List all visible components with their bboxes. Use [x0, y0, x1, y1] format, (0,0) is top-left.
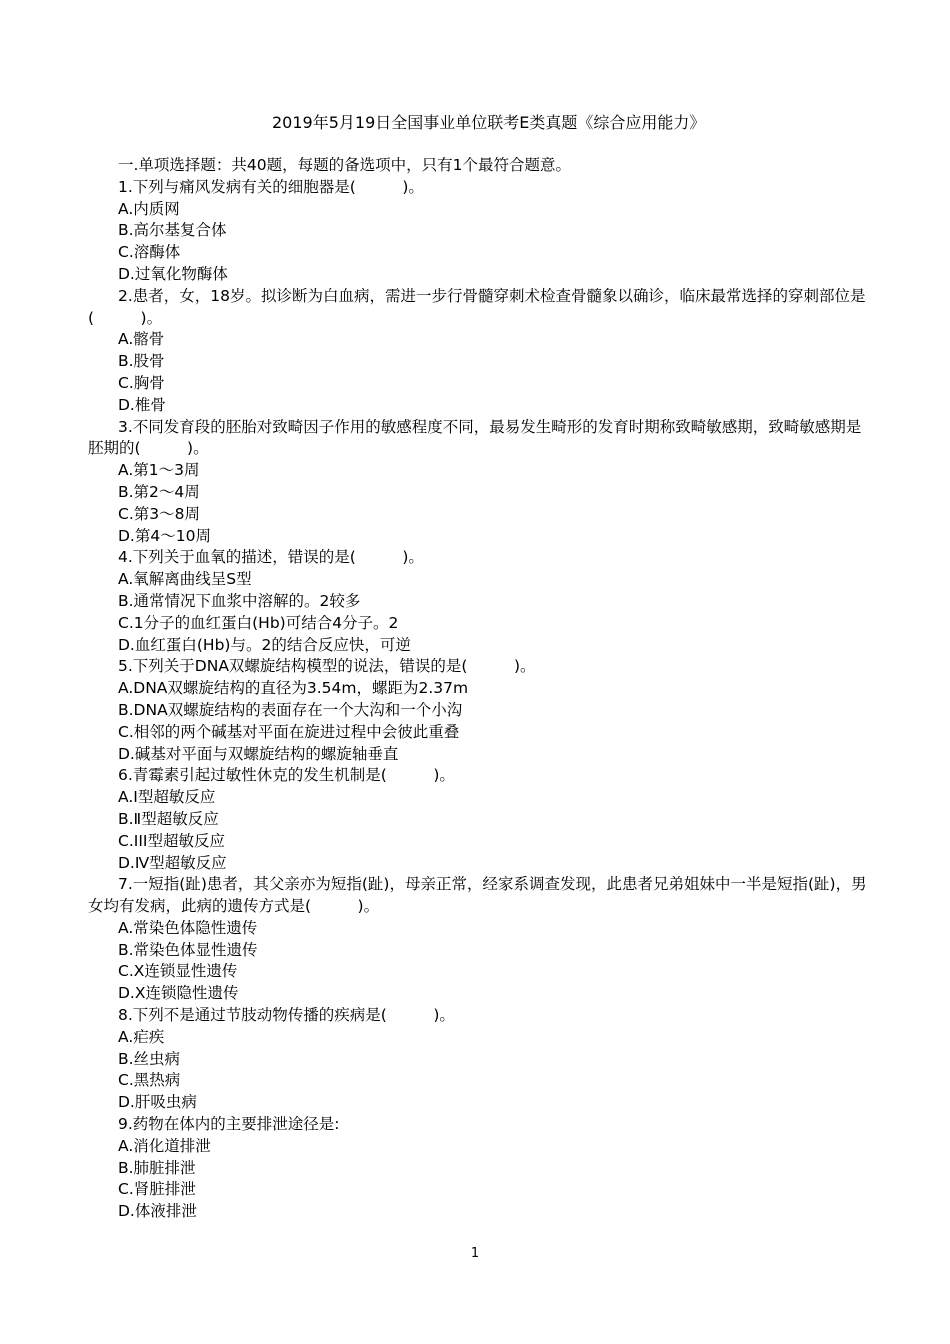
option-d: D.Ⅳ型超敏反应 [118, 853, 227, 872]
question-9 [88, 1114, 868, 1223]
question-stem: 5.下列关于DNA双螺旋结构模型的说法，错误的是( )。 [118, 657, 536, 676]
option-d: D.碱基对平面与双螺旋结构的螺旋轴垂直 [118, 744, 399, 763]
option-a: A.I型超敏反应 [118, 788, 216, 807]
option-b: B.常染色体显性遗传 [118, 940, 258, 959]
option-c: C.胸骨 [118, 373, 165, 392]
question-stem: 7.一短指(趾)患者，其父亲亦为短指(趾)，母亲正常，经家系调查发现，此患者兄弟姐妹中一半是短指(趾)，男女均有发病，此病的遗传方式是( )。 [88, 875, 867, 916]
option-b: B.DNA双螺旋结构的表面存在一个大沟和一个小沟 [118, 700, 463, 719]
question-stem: 8.下列不是通过节肢动物传播的疾病是( )。 [118, 1006, 455, 1025]
document-title: 2019年5月19日全国事业单位联考E类真题《综合应用能力》 [272, 113, 706, 132]
question-6 [88, 765, 868, 874]
option-c: C.黑热病 [118, 1071, 181, 1090]
option-d: D.体液排泄 [118, 1202, 197, 1221]
option-a: A.消化道排泄 [118, 1136, 211, 1155]
option-c: C.III型超敏反应 [118, 831, 225, 850]
option-a: A.内质网 [118, 199, 180, 218]
option-c: C.溶酶体 [118, 243, 181, 262]
option-b: B.股骨 [118, 352, 165, 371]
option-d: D.椎骨 [118, 395, 166, 414]
question-8 [88, 1005, 868, 1114]
question-stem: 6.青霉素引起过敏性休克的发生机制是( )。 [118, 766, 455, 785]
page-number: 1 [470, 1246, 480, 1261]
option-a: A.髂骨 [118, 330, 165, 349]
question-stem: 9.药物在体内的主要排泄途径是: [118, 1115, 340, 1134]
option-b: B.丝虫病 [118, 1049, 181, 1068]
question-2 [88, 286, 868, 417]
question-stem: 3.不同发育段的胚胎对致畸因子作用的敏感程度不同，最易发生畸形的发育时期称致畸敏感期，致畸敏感期是胚期的( )。 [88, 417, 862, 458]
option-d: D.血红蛋白(Hb)与。2的结合反应快，可逆 [118, 635, 411, 654]
question-7 [88, 874, 868, 1005]
section-heading: 一.单项选择题：共40题，每题的备选项中，只有1个最符合题意。 [118, 156, 572, 174]
question-list [88, 155, 868, 1223]
option-c: C.1分子的血红蛋白(Hb)可结合4分子。2 [118, 613, 399, 632]
question-1 [88, 177, 868, 286]
option-a: A.疟疾 [118, 1027, 165, 1046]
option-a: A.氧解离曲线呈S型 [118, 570, 252, 589]
option-d: D.第4～10周 [118, 526, 211, 545]
option-d: D.肝吸虫病 [118, 1093, 197, 1112]
option-c: C.X连锁显性遗传 [118, 962, 238, 981]
option-c: C.第3～8周 [118, 504, 200, 523]
option-d: D.X连锁隐性遗传 [118, 984, 239, 1003]
question-stem: 4.下列关于血氧的描述，错误的是( )。 [118, 548, 424, 567]
question-stem: 2.患者，女，18岁。拟诊断为白血病，需进一步行骨髓穿刺术检查骨髓象以确诊，临床最常选择的穿刺部位是( )。 [88, 286, 866, 327]
option-c: C.相邻的两个碱基对平面在旋进过程中会彼此重叠 [118, 722, 460, 741]
option-b: B.Ⅱ型超敏反应 [118, 809, 219, 828]
option-b: B.第2～4周 [118, 482, 200, 501]
option-a: A.第1～3周 [118, 461, 200, 480]
option-b: B.肺脏排泄 [118, 1158, 196, 1177]
question-5 [88, 656, 868, 765]
question-4 [88, 547, 868, 656]
option-a: A.DNA双螺旋结构的直径为3.54m，螺距为2.37m [118, 679, 469, 698]
option-b: B.通常情况下血浆中溶解的。2较多 [118, 591, 361, 610]
option-d: D.过氧化物酶体 [118, 264, 228, 283]
question-3 [88, 417, 868, 548]
option-a: A.常染色体隐性遗传 [118, 918, 258, 937]
option-b: B.高尔基复合体 [118, 221, 227, 240]
option-c: C.肾脏排泄 [118, 1180, 196, 1199]
question-stem: 1.下列与痛风发病有关的细胞器是( )。 [118, 177, 424, 196]
